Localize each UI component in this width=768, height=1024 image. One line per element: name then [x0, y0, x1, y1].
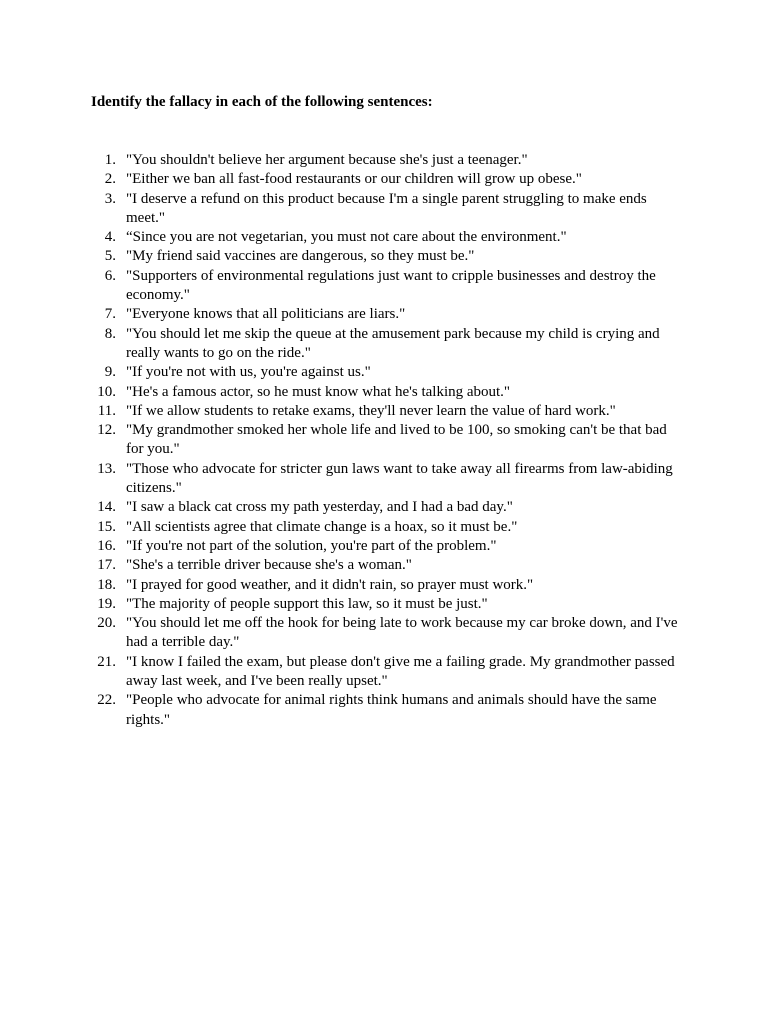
question-text: "People who advocate for animal rights think humans and animals should have the same rights."	[126, 692, 657, 728]
question-number: 14.	[97, 499, 116, 516]
question-number: 21.	[97, 653, 116, 670]
question-number: 1.	[104, 152, 116, 168]
question-number: 5.	[104, 248, 116, 265]
question-number: 6.	[104, 267, 116, 284]
question-text: "Either we ban all fast-food restaurants or our children will grow up obese."	[126, 171, 582, 188]
list-item	[91, 190, 681, 229]
question-number: 16.	[97, 537, 116, 554]
question-number: 22.	[97, 692, 116, 709]
question-number: 9.	[104, 364, 116, 381]
list-item	[91, 595, 681, 614]
list-item	[91, 421, 681, 460]
list-item	[91, 151, 681, 170]
question-number: 20.	[97, 615, 116, 632]
list-item	[91, 170, 681, 189]
document-title: Identify the fallacy in each of the following sentences:	[91, 94, 433, 110]
question-text: "I saw a black cat cross my path yesterday, and I had a bad day."	[126, 499, 513, 516]
question-text: "All scientists agree that climate change is a hoax, so it must be."	[126, 518, 518, 535]
question-text: "If you're not part of the solution, you're part of the problem."	[126, 537, 497, 554]
question-text: "I deserve a refund on this product because I'm a single parent struggling to make ends meet."	[126, 190, 647, 226]
question-number: 2.	[104, 171, 116, 188]
question-text: "Those who advocate for stricter gun laws want to take away all firearms from law-abiding citizens."	[126, 460, 673, 497]
question-text: "I know I failed the exam, but please don't give me a failing grade. My grandmother passed away last week, and I've been really upset."	[126, 653, 675, 690]
question-text: "You should let me off the hook for being late to work because my car broke down, and I've had a terrible day."	[126, 615, 678, 651]
question-text: "If you're not with us, you're against us."	[126, 364, 371, 381]
question-text: "I prayed for good weather, and it didn't rain, so prayer must work."	[126, 576, 534, 593]
question-text: "Everyone knows that all politicians are liars."	[126, 306, 406, 323]
question-number: 3.	[104, 190, 116, 207]
list-item	[91, 614, 681, 653]
question-text: "My friend said vaccines are dangerous, so they must be."	[126, 248, 475, 265]
question-number: 19.	[97, 595, 116, 612]
question-text: “Since you are not vegetarian, you must not care about the environment."	[126, 229, 567, 246]
question-text: "He's a famous actor, so he must know what he's talking about."	[126, 383, 511, 400]
question-number: 15.	[97, 518, 116, 535]
list-item	[91, 556, 681, 575]
list-item	[91, 228, 681, 247]
question-text: "You shouldn't believe her argument because she's just a teenager."	[126, 152, 528, 168]
list-item	[91, 537, 681, 556]
question-number: 11.	[97, 402, 116, 419]
question-number: 12.	[97, 422, 116, 439]
question-number: 8.	[104, 325, 116, 342]
list-item	[91, 267, 681, 306]
list-item	[91, 518, 681, 537]
question-number: 4.	[104, 229, 116, 246]
question-text: "She's a terrible driver because she's a woman."	[126, 557, 412, 574]
fallacy-question-list	[91, 151, 681, 730]
question-text: "You should let me skip the queue at the amusement park because my child is crying and really wants to go on the ride."	[126, 325, 660, 361]
question-number: 13.	[97, 460, 116, 477]
question-number: 7.	[104, 306, 116, 323]
question-text: "My grandmother smoked her whole life and lived to be 100, so smoking can't be that bad for you."	[126, 422, 667, 458]
list-item	[91, 363, 681, 382]
list-item	[91, 305, 681, 324]
question-number: 18.	[97, 576, 116, 593]
question-text: "The majority of people support this law, so it must be just."	[126, 595, 488, 612]
list-item	[91, 402, 681, 421]
list-item	[91, 247, 681, 266]
question-text: "Supporters of environmental regulations just want to cripple businesses and destroy the economy."	[126, 267, 656, 304]
question-text: "If we allow students to retake exams, they'll never learn the value of hard work."	[126, 402, 616, 419]
list-item	[91, 460, 681, 499]
list-item	[91, 325, 681, 364]
list-item	[91, 576, 681, 595]
list-item	[91, 653, 681, 692]
list-item	[91, 383, 681, 402]
list-item	[91, 498, 681, 517]
question-number: 17.	[97, 557, 116, 574]
list-item	[91, 691, 681, 730]
question-number: 10.	[97, 383, 116, 400]
